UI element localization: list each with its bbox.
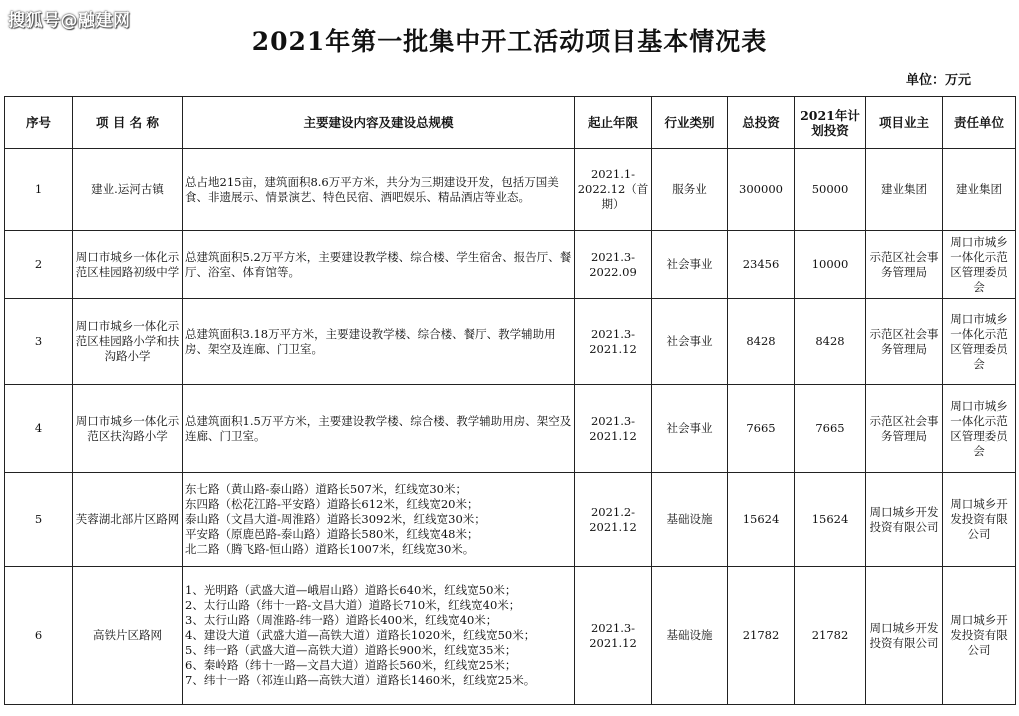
- cell-owner: 示范区社会事务管理局: [866, 385, 943, 473]
- cell-owner: 周口城乡开发投资有限公司: [866, 567, 943, 705]
- cell-name: 周口市城乡一体化示范区桂园路小学和扶沟路小学: [73, 299, 183, 385]
- cell-period: 2021.3-2022.09: [575, 231, 652, 299]
- cell-seq: 2: [5, 231, 73, 299]
- cell-industry: 基础设施: [652, 473, 728, 567]
- cell-content: 总建筑面积1.5万平方米，主要建设教学楼、综合楼、教学辅助用房、架空及连廊、门卫室。: [183, 385, 575, 473]
- cell-total: 8428: [728, 299, 795, 385]
- cell-total: 15624: [728, 473, 795, 567]
- header-row: [5, 97, 1016, 149]
- cell-seq: 4: [5, 385, 73, 473]
- header-industry: 行业类别: [652, 97, 728, 149]
- watermark: 搜狐号@融建网: [8, 11, 131, 31]
- content-line: 7、纬十一路（祁连山路—高铁大道）道路长1460米，红线宽25米。: [185, 673, 536, 687]
- cell-responsible: 周口城乡开发投资有限公司: [943, 567, 1016, 705]
- header-plan: [795, 97, 866, 149]
- table-row: [5, 231, 1016, 299]
- content-line: 5、纬一路（武盛大道—高铁大道）道路长900米，红线宽35米；: [185, 643, 517, 657]
- cell-name: 周口市城乡一体化示范区桂园路初级中学: [73, 231, 183, 299]
- cell-name: 芙蓉湖北部片区路网: [73, 473, 183, 567]
- content-line: 平安路（原鹿邑路-泰山路）道路长580米，红线宽48米；: [185, 527, 479, 541]
- cell-total: 300000: [728, 149, 795, 231]
- content-line: 4、建设大道（武盛大道—高铁大道）道路长1020米，红线宽50米；: [185, 628, 536, 642]
- cell-plan: 10000: [795, 231, 866, 299]
- cell-content: 总建筑面积3.18万平方米，主要建设教学楼、综合楼、餐厅、教学辅助用房、架空及连廊、门卫室。: [183, 299, 575, 385]
- cell-owner: 建业集团: [866, 149, 943, 231]
- cell-name: 周口市城乡一体化示范区扶沟路小学: [73, 385, 183, 473]
- cell-seq: 1: [5, 149, 73, 231]
- cell-industry: 社会事业: [652, 231, 728, 299]
- cell-content: 总建筑面积5.2万平方米，主要建设教学楼、综合楼、学生宿舍、报告厅、餐厅、浴室、体育馆等。: [183, 231, 575, 299]
- cell-total: 7665: [728, 385, 795, 473]
- content-line: 6、秦岭路（纬十一路—文昌大道）道路长560米，红线宽25米；: [185, 658, 517, 672]
- cell-responsible: 周口城乡开发投资有限公司: [943, 473, 1016, 567]
- cell-seq: 5: [5, 473, 73, 567]
- cell-plan: 50000: [795, 149, 866, 231]
- cell-industry: 社会事业: [652, 385, 728, 473]
- header-period: 起止年限: [575, 97, 652, 149]
- cell-name: 高铁片区路网: [73, 567, 183, 705]
- header-plan-line2: 划投资: [811, 122, 849, 138]
- cell-period: 2021.2-2021.12: [575, 473, 652, 567]
- cell-period: 2021.3-2021.12: [575, 385, 652, 473]
- cell-total: 21782: [728, 567, 795, 705]
- cell-plan: 8428: [795, 299, 866, 385]
- cell-plan: 7665: [795, 385, 866, 473]
- content-line: 1、光明路（武盛大道—峨眉山路）道路长640米，红线宽50米；: [185, 583, 517, 597]
- cell-responsible: 建业集团: [943, 149, 1016, 231]
- cell-total: 23456: [728, 231, 795, 299]
- cell-plan: 15624: [795, 473, 866, 567]
- header-seq: 序号: [5, 97, 73, 149]
- cell-responsible: 周口市城乡一体化示范区管理委员会: [943, 299, 1016, 385]
- cell-owner: 示范区社会事务管理局: [866, 231, 943, 299]
- cell-period: 2021.3-2021.12: [575, 567, 652, 705]
- cell-content: [183, 473, 575, 567]
- header-responsible: 责任单位: [943, 97, 1016, 149]
- header-plan-line1: 2021年计: [800, 107, 860, 123]
- unit-label: 单位：万元: [905, 73, 971, 88]
- table-row: [5, 567, 1016, 705]
- content-line: 东七路（黄山路-泰山路）道路长507米，红线宽30米；: [185, 482, 467, 496]
- content-line: 东四路（松花江路-平安路）道路长612米，红线宽20米；: [185, 497, 479, 511]
- cell-name: 建业.运河古镇: [73, 149, 183, 231]
- table-row: [5, 473, 1016, 567]
- cell-period: 2021.3-2021.12: [575, 299, 652, 385]
- cell-owner: 示范区社会事务管理局: [866, 299, 943, 385]
- cell-content: 总占地215亩，建筑面积8.6万平方米，共分为三期建设开发，包括万国美食、非遗展示、情景演艺、特色民宿、酒吧娱乐、精品酒店等业态。: [183, 149, 575, 231]
- cell-industry: 基础设施: [652, 567, 728, 705]
- content-line: 3、太行山路（周淮路-纬一路）道路长400米，红线宽40米；: [185, 613, 498, 627]
- content-line: 北二路（腾飞路-恒山路）道路长1007米，红线宽30米。: [185, 542, 475, 556]
- table-row: [5, 149, 1016, 231]
- cell-responsible: 周口市城乡一体化示范区管理委员会: [943, 231, 1016, 299]
- cell-industry: 服务业: [652, 149, 728, 231]
- page-title: 2021年第一批集中开工活动项目基本情况表: [251, 27, 768, 56]
- header-owner: 项目业主: [866, 97, 943, 149]
- cell-seq: 6: [5, 567, 73, 705]
- header-name: 项 目 名 称: [73, 97, 183, 149]
- content-line: 2、太行山路（纬十一路-文昌大道）道路长710米，红线宽40米；: [185, 598, 521, 612]
- cell-responsible: 周口市城乡一体化示范区管理委员会: [943, 385, 1016, 473]
- cell-period: 2021.1-2022.12（首期）: [575, 149, 652, 231]
- table-row: [5, 385, 1016, 473]
- cell-owner: 周口城乡开发投资有限公司: [866, 473, 943, 567]
- table-row: [5, 299, 1016, 385]
- cell-plan: 21782: [795, 567, 866, 705]
- content-line: 泰山路（文昌大道-周淮路）道路长3092米，红线宽30米；: [185, 512, 486, 526]
- cell-seq: 3: [5, 299, 73, 385]
- cell-content: [183, 567, 575, 705]
- header-total: 总投资: [728, 97, 795, 149]
- cell-industry: 社会事业: [652, 299, 728, 385]
- header-content: 主要建设内容及建设总规模: [183, 97, 575, 149]
- project-table: [4, 96, 1016, 705]
